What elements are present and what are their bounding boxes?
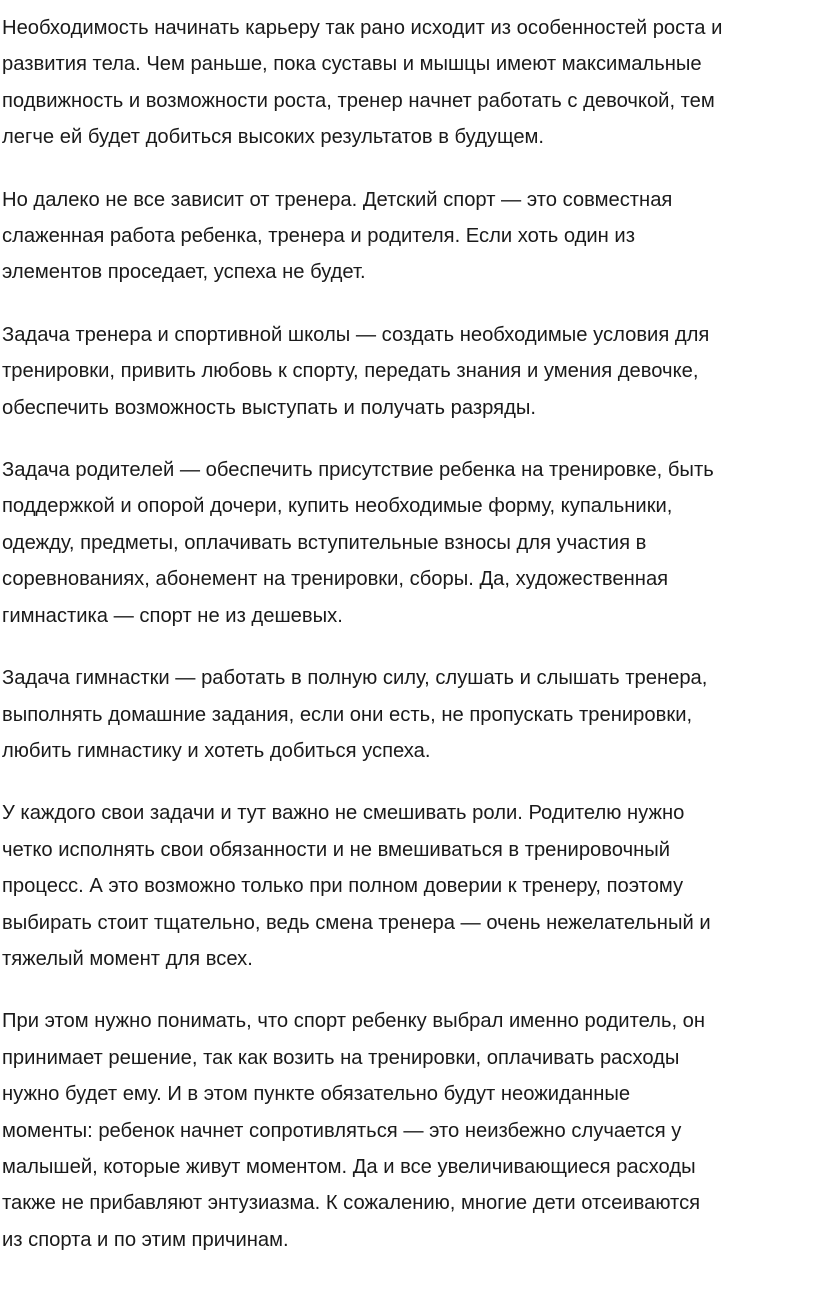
text-line: Задача гимнастки — работать в полную силу, слушать и слышать тренера, [2,667,708,690]
text-line: Задача родителей — обеспечить присутствие ребенка на тренировке, быть [2,459,714,482]
text-line: нужно будет ему. И в этом пункте обязательно будут неожиданные [2,1083,631,1106]
text-line: тренировки, привить любовь к спорту, передать знания и умения девочке, [2,360,699,383]
text-line: любить гимнастику и хотеть добиться успеха. [2,739,431,762]
text-line: одежду, предметы, оплачивать вступительные взносы для участия в [2,531,647,554]
paragraph-4 [2,452,814,634]
text-line: При этом нужно понимать, что спорт ребенку выбрал именно родитель, он [2,1010,706,1033]
paragraph-3 [2,317,814,426]
text-line: подвижность и возможности роста, тренер начнет работать с девочкой, тем [2,89,715,112]
text-line: У каждого свои задачи и тут важно не смешивать роли. Родителю нужно [2,802,685,825]
text-line: выполнять домашние задания, если они есть, не пропускать тренировки, [2,703,693,726]
text-line: гимнастика — спорт не из дешевых. [2,604,343,627]
text-line: Но далеко не все зависит от тренера. Детский спорт — это совместная [2,188,673,211]
text-line: моменты: ребенок начнет сопротивляться — это неизбежно случается у [2,1119,682,1142]
paragraph-1 [2,10,814,156]
text-line: принимает решение, так как возить на тренировки, оплачивать расходы [2,1046,680,1069]
text-line: малышей, которые живут моментом. Да и все увеличивающиеся расходы [2,1155,696,1178]
text-line: выбирать стоит тщательно, ведь смена тренера — очень нежелательный и [2,911,711,934]
text-line: из спорта и по этим причинам. [2,1228,289,1251]
text-line: также не прибавляют энтузиазма. К сожалению, многие дети отсеиваются [2,1192,701,1215]
text-line: обеспечить возможность выступать и получать разряды. [2,396,536,419]
text-line: Задача тренера и спортивной школы — создать необходимые условия для [2,323,710,346]
text-line: легче ей будет добиться высоких результатов в будущем. [2,126,545,149]
text-line: развития тела. Чем раньше, пока суставы и мышцы имеют максимальные [2,53,702,76]
text-line: слаженная работа ребенка, тренера и родителя. Если хоть один из [2,225,635,248]
paragraph-2 [2,182,814,291]
paragraph-6 [2,795,814,977]
text-line: тяжелый момент для всех. [2,947,253,970]
text-line: Необходимость начинать карьеру так рано исходит из особенностей роста и [2,17,723,39]
document-body [2,10,814,1284]
text-line: процесс. А это возможно только при полном доверии к тренеру, поэтому [2,875,684,898]
text-line: поддержкой и опорой дочери, купить необходимые форму, купальники, [2,495,673,518]
text-line: соревнованиях, абонемент на тренировки, сборы. Да, художественная [2,568,669,591]
paragraph-5 [2,660,814,769]
text-line: элементов проседает, успеха не будет. [2,261,366,284]
text-line: четко исполнять свои обязанности и не вмешиваться в тренировочный [2,838,671,861]
paragraph-7 [2,1003,814,1258]
